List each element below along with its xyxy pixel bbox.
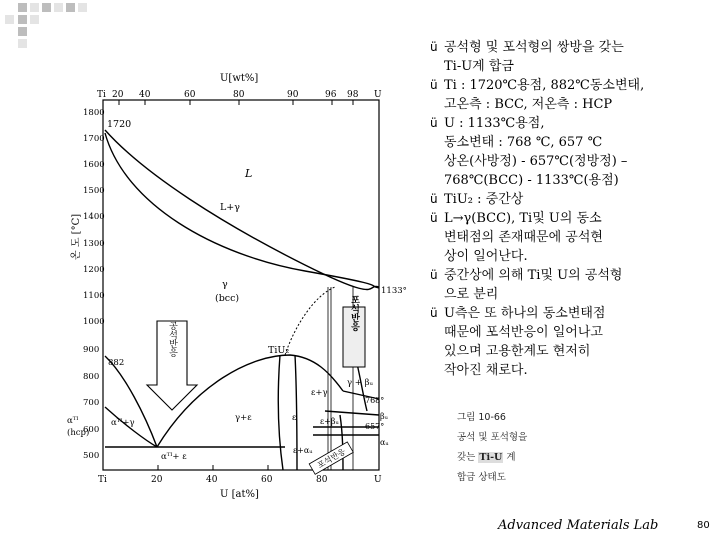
y-tick-labels xyxy=(83,108,105,461)
caption-line1: 공석 및 포석형을 xyxy=(457,432,528,443)
svg-text:1800: 1800 xyxy=(83,108,105,118)
label-eps-gamma: ε+γ xyxy=(311,388,328,398)
label-beta-u: βᵤ xyxy=(380,412,388,421)
page-number: 80 xyxy=(697,520,710,531)
bullet-item: ü 공석형 및 포석형의 쌍방을 갖는 Ti-U계 합금 xyxy=(430,40,624,74)
y-axis-label: 온 도 [°C] xyxy=(71,213,82,260)
svg-text:600: 600 xyxy=(83,425,100,435)
label-l-gamma: L+γ xyxy=(220,202,240,213)
bullet-item: ü L→γ(BCC), Ti및 U의 동소 변태점의 존재때문에 공석현 상이 일어난다. xyxy=(430,211,603,264)
ti-u-phase-diagram xyxy=(67,55,430,500)
bullet-item: ü 중간상에 의해 Ti및 U의 공석형 으로 분리 xyxy=(430,268,623,302)
svg-text:Ti: Ti xyxy=(98,475,107,485)
svg-text:포석반응: 포석반응 xyxy=(315,446,348,471)
svg-text:(bcc): (bcc) xyxy=(215,293,240,304)
bullet-list xyxy=(430,38,715,380)
peritectoid-arrow xyxy=(343,295,365,367)
svg-text:98: 98 xyxy=(347,90,359,100)
top-tick-labels xyxy=(97,90,382,100)
bottom-tick-labels xyxy=(98,475,382,485)
svg-text:40: 40 xyxy=(206,475,218,485)
temp-1133: 1133° xyxy=(381,286,407,296)
temp-768: 768° xyxy=(365,396,385,405)
svg-text:U: U xyxy=(374,475,382,485)
svg-text:(hcp): (hcp) xyxy=(67,428,90,438)
svg-text:1400: 1400 xyxy=(83,212,105,222)
check-icon: ü xyxy=(430,192,438,206)
svg-text:900: 900 xyxy=(83,345,100,355)
check-icon: ü xyxy=(430,268,438,282)
bullet-item: ü TiU₂ : 중간상 xyxy=(430,192,524,207)
label-gamma: γ xyxy=(222,279,228,290)
caption-line2: 갖는 Ti-U 계 xyxy=(457,452,516,463)
svg-text:공석반응: 공석반응 xyxy=(167,321,177,357)
check-icon: ü xyxy=(430,211,438,225)
figure-caption xyxy=(457,408,567,488)
svg-text:800: 800 xyxy=(83,372,100,382)
label-alpha-ti-gamma: αᵀᴵ+γ xyxy=(111,418,135,428)
caption-fig-no: 그림 10-66 xyxy=(457,412,506,423)
svg-text:700: 700 xyxy=(83,398,100,408)
svg-text:40: 40 xyxy=(139,90,151,100)
temp-882: 882 xyxy=(108,358,125,368)
label-eps-beta: ε+βᵤ xyxy=(320,417,339,426)
temp-657: 657° xyxy=(365,422,385,431)
label-eps-alpha: ε+αᵤ xyxy=(293,446,313,455)
caption-highlight: Ti-U xyxy=(479,452,503,463)
svg-text:1100: 1100 xyxy=(83,291,105,301)
top-axis-label: U[wt%] xyxy=(220,73,259,84)
bullet-item: ü Ti : 1720℃용점, 882℃동소변태, 고온측 : BCC, 저온측 : HCP xyxy=(430,78,645,112)
svg-text:500: 500 xyxy=(83,451,100,461)
check-icon: ü xyxy=(430,40,438,54)
label-eps: ε xyxy=(292,413,297,423)
check-icon: ü xyxy=(430,306,438,320)
bullet-item: ü U : 1133℃용점, 동소변태 : 768 ℃, 657 ℃ 상온(사방정) - 657℃(정방정) – 768℃(BCC) - 1133℃(용점) xyxy=(430,116,628,188)
label-alpha-u: αᵤ xyxy=(380,438,389,447)
footer-lab-name: Advanced Materials Lab xyxy=(498,518,659,533)
check-icon: ü xyxy=(430,116,438,130)
svg-text:80: 80 xyxy=(233,90,245,100)
label-alpha-ti-eps: αᵀᴵ+ ε xyxy=(161,452,187,462)
eutectoid-arrow xyxy=(147,321,197,410)
svg-text:90: 90 xyxy=(287,90,299,100)
bullet-item: ü U측은 또 하나의 동소변태점 때문에 포석반응이 일어나고 있으며 고용한계도 현저히 작아진 채로다. xyxy=(430,306,606,378)
temp-1720: 1720 xyxy=(107,119,132,130)
svg-text:1300: 1300 xyxy=(83,239,105,249)
svg-text:1200: 1200 xyxy=(83,265,105,275)
svg-text:96: 96 xyxy=(325,90,337,100)
svg-text:60: 60 xyxy=(184,90,196,100)
label-tiu2: TiU₂ xyxy=(268,345,290,356)
svg-text:포석반응: 포석반응 xyxy=(349,295,359,331)
caption-line3: 합금 상태도 xyxy=(457,472,506,483)
label-gamma-beta: γ + βᵤ xyxy=(347,378,373,388)
svg-text:1000: 1000 xyxy=(83,317,105,327)
svg-text:1700: 1700 xyxy=(83,134,105,144)
svg-text:20: 20 xyxy=(151,475,163,485)
bottom-axis-label: U [at%] xyxy=(220,489,259,500)
svg-text:U: U xyxy=(374,90,382,100)
svg-text:80: 80 xyxy=(316,475,328,485)
svg-text:60: 60 xyxy=(261,475,273,485)
label-liquid: L xyxy=(245,167,253,180)
label-alpha-ti: αᵀᴵ xyxy=(67,416,79,426)
decorative-squares xyxy=(0,0,110,50)
label-gamma-eps: γ+ε xyxy=(235,413,252,423)
svg-text:1600: 1600 xyxy=(83,160,105,170)
svg-text:1500: 1500 xyxy=(83,186,105,196)
svg-text:20: 20 xyxy=(112,90,124,100)
check-icon: ü xyxy=(430,78,438,92)
svg-text:Ti: Ti xyxy=(97,90,106,100)
